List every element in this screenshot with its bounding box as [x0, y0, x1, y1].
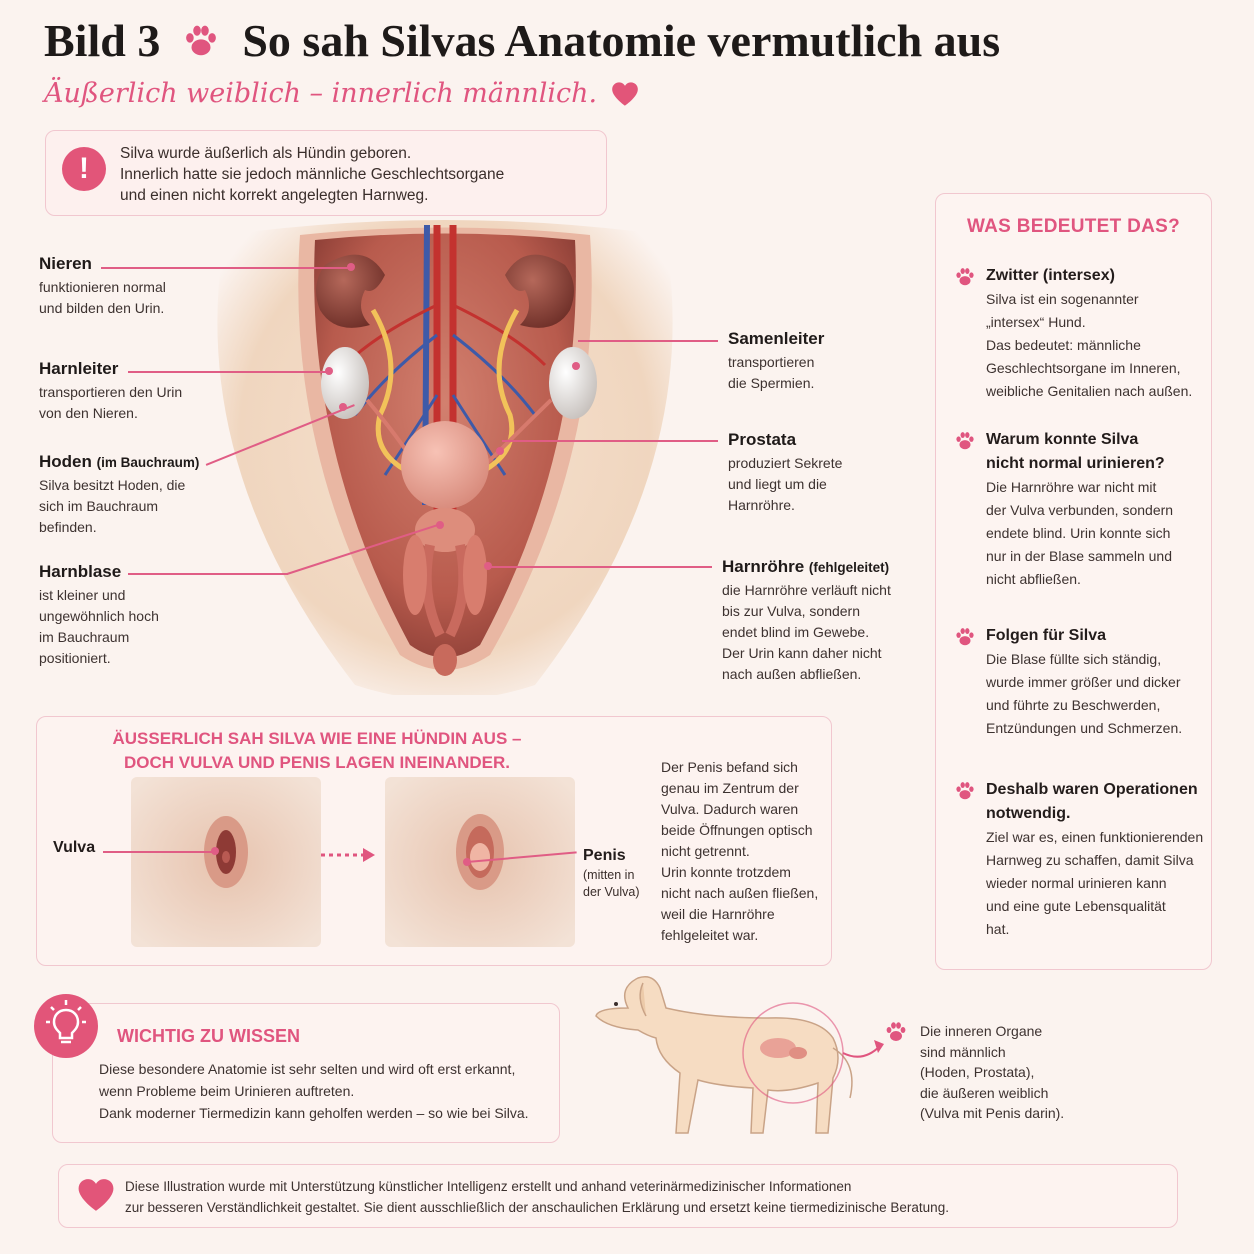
sidebar-item-operationen — [954, 778, 1204, 941]
sidebar-line: Harnweg zu schaffen, damit Silva — [986, 852, 1194, 868]
dog-note-line: Die inneren Organe — [920, 1023, 1043, 1039]
dog-note-line: die äußeren weiblich — [920, 1084, 1049, 1101]
external-anatomy-card — [36, 716, 832, 966]
dog-note-line: sind männlich — [920, 1043, 1006, 1060]
vulva-illustration — [131, 777, 321, 947]
alert-line: Silva wurde äußerlich als Hündin geboren. — [120, 145, 412, 162]
external-heading — [37, 727, 597, 775]
leader-line — [490, 566, 712, 568]
dotted-arrow-icon — [319, 847, 379, 863]
label-title: Harnleiter — [39, 359, 119, 378]
leader-dot — [347, 263, 355, 271]
leader-line — [128, 371, 328, 373]
subtitle — [44, 78, 639, 109]
sidebar-line: „intersex“ Hund. — [986, 314, 1086, 330]
external-line: nicht nach außen fließen, — [661, 885, 819, 901]
paw-icon — [954, 780, 976, 802]
sidebar-item-folgen — [954, 624, 1204, 740]
external-line: Der Penis befand sich — [661, 759, 798, 775]
label-line: bis zur Vulva, sondern — [722, 603, 860, 619]
sidebar-line: und führte zu Beschwerden, — [986, 697, 1161, 713]
important-line: Dank moderner Tiermedizin kann geholfen werden – so wie bei Silva. — [99, 1105, 529, 1121]
leader-line — [578, 340, 718, 342]
leader-dot — [572, 362, 580, 370]
label-line: Der Urin kann daher nicht — [722, 645, 882, 661]
label-line: positioniert. — [39, 650, 111, 666]
penis-in-vulva-illustration — [385, 777, 575, 947]
heart-icon — [77, 1177, 115, 1213]
paw-icon — [954, 266, 976, 288]
label-harnblase — [39, 562, 159, 669]
label-line: von den Nieren. — [39, 405, 138, 421]
alert-line: Innerlich hatte sie jedoch männliche Geschlechtsorgane — [120, 166, 505, 183]
label-title: Nieren — [39, 254, 92, 273]
external-line: genau im Zentrum der — [661, 780, 799, 796]
footer-line: zur besseren Verständlichkeit gestaltet. Sie dient ausschließlich der anschaulichen Erklärung und ersetzt keine tiermedizinische Beratung. — [125, 1200, 949, 1215]
label-line: und liegt um die — [728, 476, 827, 492]
label-line: befinden. — [39, 519, 97, 535]
label-line: im Bauchraum — [39, 629, 130, 645]
sidebar-line: hat. — [986, 921, 1010, 937]
penis-label: Penis — [583, 847, 626, 864]
lightbulb-icon — [34, 994, 98, 1058]
alert-text — [120, 143, 600, 206]
label-title: Hoden — [39, 452, 92, 471]
label-title-small: (fehlgeleitet) — [808, 560, 890, 575]
label-line: produziert Sekrete — [728, 455, 843, 471]
title-prefix: Bild 3 — [44, 15, 161, 66]
sidebar-line: wieder normal urinieren kann — [986, 875, 1167, 891]
external-line: nicht getrennt. — [661, 843, 750, 859]
label-line: ist kleiner und — [39, 587, 126, 603]
label-line: transportieren den Urin — [39, 384, 183, 400]
sidebar-item-title: notwendig. — [986, 805, 1071, 822]
dog-illustration — [588, 968, 888, 1148]
label-samenleiter — [728, 329, 824, 394]
label-line: und bilden den Urin. — [39, 300, 165, 316]
external-text — [661, 757, 826, 946]
heart-icon — [611, 81, 639, 107]
external-line: Vulva. Dadurch waren — [661, 801, 799, 817]
label-hoden — [39, 452, 199, 538]
label-line: nach außen abfließen. — [722, 666, 862, 682]
label-line: funktionieren normal — [39, 279, 166, 295]
page-title — [44, 14, 1000, 67]
sidebar-item-title: Warum konnte Silva — [986, 431, 1139, 448]
paw-icon — [954, 430, 976, 452]
exclamation-icon: ! — [62, 147, 106, 191]
important-line: wenn Probleme beim Urinieren auftreten. — [99, 1083, 355, 1099]
leader-line — [103, 851, 213, 853]
vulva-label: Vulva — [53, 839, 96, 856]
leader-dot — [463, 858, 471, 866]
label-title: Prostata — [728, 430, 797, 449]
sidebar-item-title: Deshalb waren Operationen — [986, 781, 1198, 798]
footer-disclaimer — [58, 1164, 1178, 1228]
label-line: sich im Bauchraum — [39, 498, 159, 514]
paw-icon — [182, 22, 220, 60]
sidebar-line: Ziel war es, einen funktionierenden — [986, 829, 1204, 845]
label-title-small: (im Bauchraum) — [96, 455, 200, 470]
label-title: Harnblase — [39, 562, 122, 581]
leader-line — [502, 440, 718, 442]
alert-line: und einen nicht korrekt angelegten Harnweg. — [120, 187, 429, 204]
sidebar-line: endete blind. Urin konnte sich — [986, 525, 1171, 541]
important-text — [99, 1058, 549, 1124]
label-line: transportieren — [728, 354, 815, 370]
anatomy-illustration — [205, 215, 685, 695]
footer-line: Diese Illustration wurde mit Unterstützung künstlicher Intelligenz erstellt und anhand veterinärmedizinischer Informationen — [125, 1179, 852, 1194]
label-prostata — [728, 430, 842, 516]
label-line: ungewöhnlich hoch — [39, 608, 159, 624]
sidebar-item-title: Folgen für Silva — [986, 627, 1107, 644]
external-heading-line: DOCH VULVA UND PENIS LAGEN INEINANDER. — [124, 753, 510, 772]
paw-icon — [954, 626, 976, 648]
leader-dot — [339, 403, 347, 411]
external-line: beide Öffnungen optisch — [661, 822, 813, 838]
label-line: Silva besitzt Hoden, die — [39, 477, 186, 493]
label-line: die Harnröhre verläuft nicht — [722, 582, 891, 598]
external-heading-line: ÄUSSERLICH SAH SILVA WIE EINE HÜNDIN AUS – — [112, 729, 522, 748]
label-harnroehre — [722, 557, 891, 685]
sidebar-line: weibliche Genitalien nach außen. — [986, 383, 1193, 399]
sidebar-heading: WAS BEDEUTET DAS? — [966, 216, 1181, 237]
label-title: Samenleiter — [728, 329, 825, 348]
sidebar-item-title: Zwitter (intersex) — [986, 267, 1115, 284]
sidebar-item-intersex — [954, 264, 1204, 403]
paw-icon — [884, 1020, 908, 1044]
label-title: Harnröhre — [722, 557, 805, 576]
leader-dot — [484, 562, 492, 570]
penis-label-group — [583, 847, 640, 901]
penis-note-line: (mitten in — [583, 868, 635, 882]
sidebar-line: Geschlechtsorgane im Inneren, — [986, 360, 1181, 376]
sidebar-line: und eine gute Lebensqualität — [986, 898, 1166, 914]
sidebar-item-title: nicht normal urinieren? — [986, 455, 1165, 472]
leader-dot — [211, 847, 219, 855]
sidebar-line: Silva ist ein sogenannter — [986, 291, 1139, 307]
label-line: Harnröhre. — [728, 497, 795, 513]
label-line: die Spermien. — [728, 375, 815, 391]
external-line: weil die Harnröhre — [661, 906, 775, 922]
label-nieren — [39, 254, 166, 319]
important-title: WICHTIG ZU WISSEN — [117, 1026, 300, 1046]
leader-dot — [496, 447, 504, 455]
important-line: Diese besondere Anatomie ist sehr selten und wird oft erst erkannt, — [99, 1061, 516, 1077]
info-sidebar — [935, 193, 1212, 970]
sidebar-line: wurde immer größer und dicker — [986, 674, 1181, 690]
sidebar-line: nur in der Blase sammeln und — [986, 548, 1172, 564]
dog-note — [920, 1021, 1090, 1124]
footer-text — [125, 1176, 1165, 1218]
external-line: fehlgeleitet war. — [661, 927, 759, 943]
external-line: Urin konnte trotzdem — [661, 864, 791, 880]
alert-card — [45, 130, 607, 216]
sidebar-line: Entzündungen und Schmerzen. — [986, 720, 1183, 736]
important-card — [52, 1003, 560, 1143]
sidebar-line: Die Blase füllte sich ständig, — [986, 651, 1162, 667]
leader-line — [128, 573, 288, 575]
sidebar-line: der Vulva verbunden, sondern — [986, 502, 1174, 518]
label-harnleiter — [39, 359, 182, 424]
sidebar-line: nicht abfließen. — [986, 571, 1081, 587]
leader-dot — [325, 367, 333, 375]
sidebar-line: Die Harnröhre war nicht mit — [986, 479, 1157, 495]
leader-dot — [436, 521, 444, 529]
sidebar-item-urinieren — [954, 428, 1204, 591]
leader-line — [101, 267, 351, 269]
penis-note-line: der Vulva) — [583, 885, 640, 899]
title-main: So sah Silvas Anatomie vermutlich aus — [242, 15, 1001, 66]
sidebar-line: Das bedeutet: männliche — [986, 337, 1141, 353]
subtitle-text: Äußerlich weiblich – innerlich männlich. — [44, 78, 598, 109]
dog-note-line: (Hoden, Prostata), — [920, 1064, 1035, 1080]
dog-note-line: (Vulva mit Penis darin). — [920, 1105, 1065, 1121]
label-line: endet blind im Gewebe. — [722, 624, 870, 640]
